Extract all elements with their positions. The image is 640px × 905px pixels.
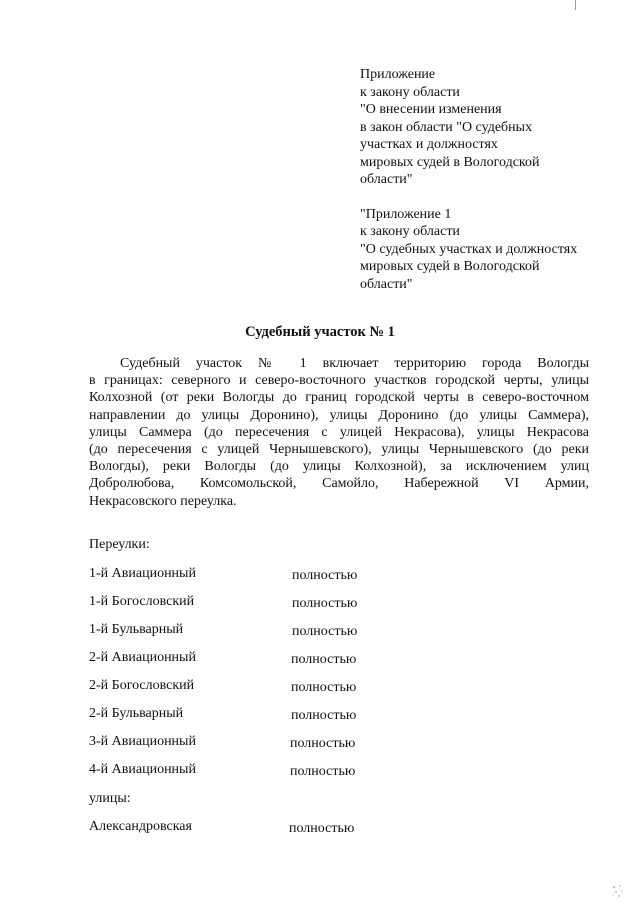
appendix-line: "О судебных участках и должностях xyxy=(360,241,578,257)
lane-status: полностью xyxy=(292,568,358,583)
scan-dots xyxy=(611,884,625,898)
lane-name: 3-й Авиационный xyxy=(89,734,196,749)
paragraph-line: Колхозной (от реки Вологды до границ городской черты в северо-восточном xyxy=(89,390,589,406)
appendix-line: области" xyxy=(360,276,413,292)
lane-status: полностью xyxy=(290,736,356,751)
paragraph-line: Добролюбова, Комсомольской, Самойло, Набережной VI Армии, xyxy=(89,476,589,492)
lane-status: полностью xyxy=(291,652,357,667)
lane-name: 2-й Богословский xyxy=(89,678,195,693)
appendix-line: в закон области "О судебных xyxy=(360,119,533,135)
description-paragraph xyxy=(89,355,589,510)
appendix-line: "Приложение 1 xyxy=(360,206,452,222)
appendix-line: мировых судей в Вологодской xyxy=(360,259,540,274)
paragraph-line: в границах: северного и северо-восточного участков городской черты, улицы xyxy=(89,373,589,389)
street-name: Александровская xyxy=(89,819,192,834)
lane-status: полностью xyxy=(292,596,358,611)
appendix-line: "О внесении изменения xyxy=(360,102,502,117)
lane-name: 2-й Авиационный xyxy=(89,650,196,665)
paragraph-line: (до пересечения с улицей Чернышевского), улицы Чернышевского (до реки xyxy=(89,442,589,458)
lane-name: 1-й Богословский xyxy=(89,594,195,609)
lane-name: 4-й Авиационный xyxy=(89,762,196,777)
lane-name: 1-й Бульварный xyxy=(89,622,184,637)
paragraph-line: Вологды), реки Вологды (до улицы Колхозной), за исключением улиц xyxy=(89,459,589,475)
paragraph-line: Некрасовского переулка. xyxy=(89,493,237,509)
appendix-line: к закону области xyxy=(360,84,460,100)
appendix-line: участках и должностях xyxy=(360,137,498,152)
street-status: полностью xyxy=(289,821,355,836)
lane-status: полностью xyxy=(291,680,357,695)
lane-name: 1-й Авиационный xyxy=(89,566,196,581)
appendix-line: мировых судей в Вологодской xyxy=(360,154,540,170)
paragraph-line: Судебный участок № 1 включает территорию города Вологды xyxy=(120,356,589,371)
lanes-heading: Переулки: xyxy=(89,537,150,552)
paragraph-line: улицы Саммера (до пересечения с улицей Некрасова), улицы Некрасова xyxy=(89,424,589,440)
scan-edge-mark xyxy=(575,0,576,10)
lane-name: 2-й Бульварный xyxy=(89,706,184,721)
appendix-line: Приложение xyxy=(360,67,436,82)
appendix-line: области" xyxy=(360,172,413,187)
appendix-header xyxy=(360,66,620,293)
lane-status: полностью xyxy=(290,764,356,779)
lane-status: полностью xyxy=(291,708,357,723)
appendix-line: к закону области xyxy=(360,224,460,239)
document-title: Судебный участок № 1 xyxy=(245,324,395,340)
streets-heading: улицы: xyxy=(89,791,131,806)
lane-status: полностью xyxy=(292,624,358,639)
paragraph-line: направлении до улицы Доронино), улицы Доронино (до улицы Саммера), xyxy=(89,407,589,423)
